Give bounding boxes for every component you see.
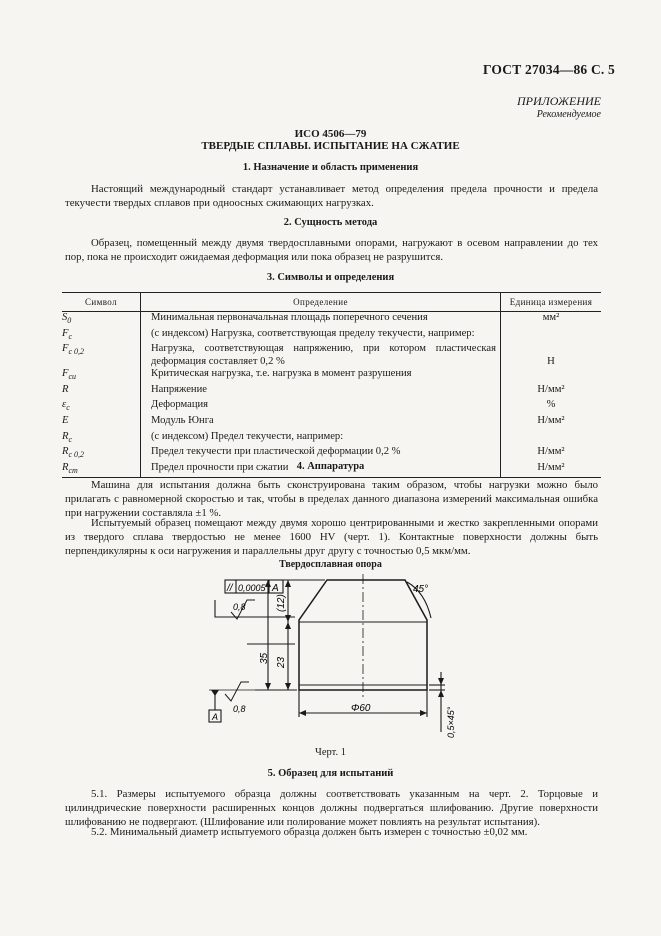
tolerance-value: 0,0005 (238, 583, 266, 593)
roughness-symbol-bottom (225, 682, 249, 701)
arrow-23-top (285, 622, 291, 629)
symbols-table (62, 292, 601, 478)
appendix-label (517, 95, 601, 121)
table-row (62, 328, 601, 344)
symbol-cell (62, 431, 141, 447)
table-row (62, 343, 601, 368)
table-row (62, 431, 601, 447)
column-header-unit: Единица измерения (501, 293, 602, 312)
table-header-row (62, 293, 601, 312)
symbol-subscript: c (68, 434, 73, 444)
symbol-subscript: c 0,2 (68, 347, 85, 357)
tolerance-symbol: // (227, 583, 233, 594)
definition-cell: Минимальная первоначальная площадь поперечного сечения (141, 312, 501, 328)
section-4-heading: 4. Аппаратура (296, 461, 365, 472)
symbol-subscript: c 0,2 (68, 450, 85, 460)
symbol-letter: E (62, 415, 69, 427)
symbol-letter: R (62, 430, 69, 442)
section-5-paragraph-2: 5.2. Минимальный диаметр испытуемого образца должен быть измерен с точностью ±0,02 мм. (91, 826, 528, 838)
figure-title: Твердосплавная опора (279, 559, 382, 570)
definition-cell: Напряжение (141, 384, 501, 400)
column-header-definition: Определение (141, 293, 501, 312)
angle-label: 45° (413, 584, 429, 595)
standard-title: ТВЕРДЫЕ СПЛАВЫ. ИСПЫТАНИЕ НА СЖАТИЕ (201, 140, 460, 152)
table-body (62, 312, 601, 478)
section-2-heading: 2. Сущность метода (283, 217, 378, 228)
symbol-subscript: cm (68, 465, 78, 475)
symbol-cell (62, 399, 141, 415)
symbol-cell (62, 446, 141, 462)
figure-caption: Черт. 1 (315, 747, 346, 758)
symbol-letter: F (62, 368, 69, 380)
table-row (62, 368, 601, 384)
unit-cell (501, 431, 602, 447)
section-5-heading: 5. Образец для испытаний (267, 768, 394, 779)
dim-12-label: (12) (276, 594, 287, 612)
symbol-cell (62, 415, 141, 431)
symbol-subscript: c (68, 331, 73, 341)
unit-cell (501, 368, 602, 384)
section-4-paragraph-1: Машина для испытания должна быть сконструирована таким образом, чтобы нагрузки можно было прилагать с равномерной скоростью и так, чтобы в пределах данного диапазона измерений максимальная ошибка при нагружении составляла ±1 %. (65, 479, 598, 519)
symbol-subscript: c (66, 403, 70, 413)
table-row (62, 415, 601, 431)
symbol-subscript: 0 (67, 316, 72, 326)
table-row (62, 384, 601, 400)
section-1-text: Настоящий международный стандарт устанавливает метод определения предела прочности и предела текучести твердых сплавов при одноосных сжимающих нагрузках. (65, 183, 598, 209)
unit-cell: Н/мм² (537, 415, 565, 427)
dim-35-label: 35 (259, 652, 270, 664)
symbol-cell (62, 328, 141, 344)
arrow-12-bottom (285, 615, 291, 622)
table-row (62, 312, 601, 328)
section-2-text: Образец, помещенный между двумя твердосплавными опорами, нагружают в осевом направлении до тех пор, пока не происходит ожидаемая деформация или пока образец не разрушится. (65, 237, 598, 263)
symbol-cell (62, 368, 141, 384)
unit-cell: Н/мм² (537, 383, 565, 395)
table-row (62, 399, 601, 415)
unit-cell: Н/мм² (537, 446, 565, 458)
unit-cell: Н/мм² (501, 462, 602, 478)
symbol-letter: F (62, 327, 69, 339)
section-1-heading: 1. Назначение и область применения (242, 162, 419, 173)
appendix-title: ПРИЛОЖЕНИЕ (517, 94, 601, 108)
arrow-35-top (265, 580, 271, 587)
definition-cell: Нагрузка, соответствующая напряжению, при котором пластическая деформация составляет 0,2 % (141, 343, 501, 368)
section-3-heading: 3. Символы и определения (266, 272, 395, 283)
symbol-subscript: cu (68, 372, 77, 382)
roughness-bottom: 0,8 (233, 704, 246, 714)
definition-cell: Критическая нагрузка, т.е. нагрузка в момент разрушения (141, 368, 501, 384)
symbol-letter: S (62, 312, 68, 323)
unit-cell: мм² (542, 312, 560, 323)
arrow-23-bottom (285, 683, 291, 690)
definition-cell: Модуль Юнга (141, 415, 501, 431)
unit-cell (501, 328, 602, 344)
dim-chamfer-label: 0,5×45° (446, 706, 456, 738)
arrow-12-top (285, 580, 291, 587)
page-header: ГОСТ 27034—86 С. 5 (482, 62, 615, 77)
symbol-cell (62, 312, 141, 328)
definition-cell: Предел текучести при пластической деформации 0,2 % (141, 446, 501, 462)
standard-title-block (0, 128, 661, 152)
standard-code: ИСО 4506—79 (294, 128, 367, 140)
symbol-cell (62, 343, 141, 368)
appendix-subtitle: Рекомендуемое (536, 109, 601, 120)
definition-cell: (с индексом) Нагрузка, соответствующая пределу текучести, например: (141, 328, 501, 344)
datum-label: A (212, 712, 219, 722)
column-header-symbol: Символ (62, 293, 141, 312)
symbol-letter: ε (62, 399, 67, 411)
table-row (62, 446, 601, 462)
arrow-dia-left (299, 710, 306, 716)
unit-cell: Н (547, 355, 555, 367)
symbol-letter: F (62, 343, 69, 355)
dim-diameter-label: Φ60 (351, 703, 371, 714)
tolerance-datum: A (272, 583, 279, 594)
dim-23-label: 23 (276, 656, 287, 668)
arrow-dia-right (420, 710, 427, 716)
definition-cell: Деформация (141, 399, 501, 415)
arrow-chamfer-top (438, 678, 444, 685)
section-4-paragraph-2: Испытуемый образец помещают между двумя хорошо центрированными и жестко закрепленными опорами из твердого сплава твердостью не менее 1600 HV (черт. 1). Контактные поверхности должны быть перпендикулярны к оси нагружения и параллельны друг другу с точностью 0,5 мкм/мм. (65, 517, 598, 557)
arrow-35-bottom (265, 683, 271, 690)
symbol-letter: R (62, 446, 69, 458)
datum-triangle (211, 690, 219, 696)
roughness-top: 0,8 (233, 602, 246, 612)
symbol-letter: R (62, 461, 69, 473)
symbol-letter: R (62, 383, 69, 395)
definition-cell: Предел прочности при сжатии (141, 462, 501, 478)
section-5-paragraph-1: 5.1. Размеры испытуемого образца должны соответствовать указанным на черт. 2. Торцовые и цилиндрические поверхности расширенных концов должны подвергаться шлифованию. Другие поверхности шлифованию не подвергают. (Шлифование или полирование может повлиять на результат испытания). (65, 788, 598, 828)
carbide-support-drawing (195, 572, 465, 744)
symbol-cell (62, 384, 141, 400)
definition-cell: (с индексом) Предел текучести, например: (141, 431, 501, 447)
unit-cell: % (546, 399, 556, 411)
arrow-chamfer-bottom (438, 690, 444, 697)
